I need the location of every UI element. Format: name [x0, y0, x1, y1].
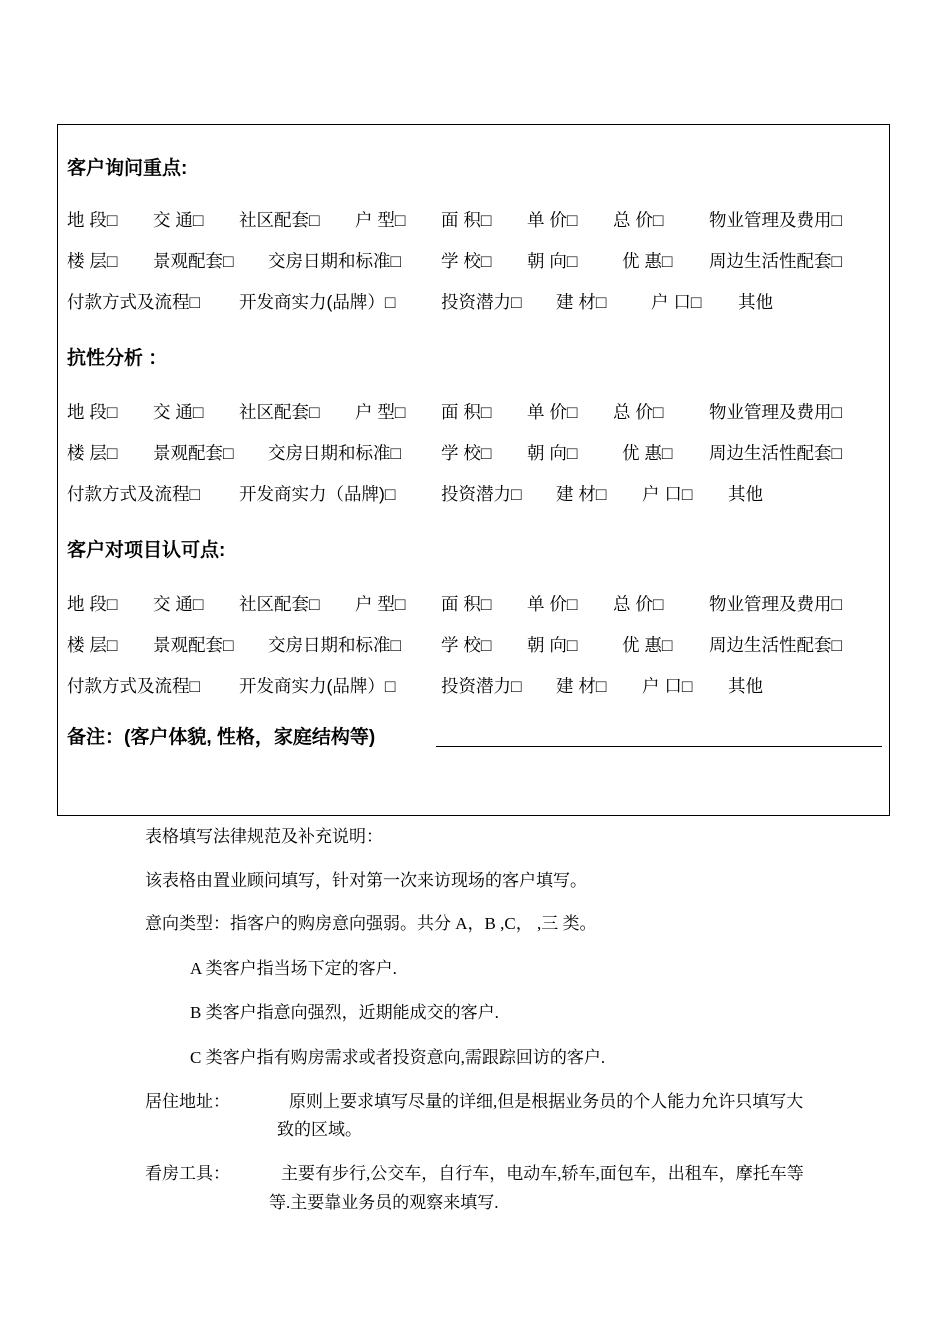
option-item[interactable]: 开发商实力(品牌）□	[239, 292, 396, 312]
type-c-note: C 类客户指有购房需求或者投资意向,需跟踪回访的客户.	[190, 1048, 606, 1067]
option-item[interactable]: 其他	[728, 484, 763, 504]
option-item[interactable]: 其他	[728, 676, 763, 696]
option-item[interactable]: 景观配套□	[153, 251, 234, 271]
option-item[interactable]: 景观配套□	[153, 443, 234, 463]
option-item[interactable]: 交房日期和标准□	[268, 635, 402, 655]
remark-input-line[interactable]	[436, 746, 882, 747]
option-item[interactable]: 优 惠□	[622, 443, 673, 463]
option-item[interactable]: 交 通□	[153, 402, 204, 422]
option-item[interactable]: 地 段□	[67, 402, 118, 422]
option-item[interactable]: 物业管理及费用□	[709, 402, 843, 422]
option-item[interactable]: 户 型□	[355, 210, 406, 230]
transport-text-line1: 主要有步行,公交车，自行车，电动车,轿车,面包车，出租车，摩托车等	[281, 1164, 804, 1183]
option-item[interactable]: 楼 层□	[67, 635, 118, 655]
option-item[interactable]: 社区配套□	[239, 594, 320, 614]
option-item[interactable]: 物业管理及费用□	[709, 594, 843, 614]
option-item[interactable]: 付款方式及流程□	[67, 484, 201, 504]
option-item[interactable]: 户 口□	[642, 484, 693, 504]
option-item[interactable]: 开发商实力(品牌）□	[239, 676, 396, 696]
option-item[interactable]: 物业管理及费用□	[709, 210, 843, 230]
option-item[interactable]: 交 通□	[153, 210, 204, 230]
instructions-title: 表格填写法律规范及补充说明：	[145, 827, 383, 846]
option-item[interactable]: 交房日期和标准□	[268, 443, 402, 463]
type-a-note: A 类客户指当场下定的客户.	[190, 959, 397, 978]
option-item[interactable]: 投资潜力□	[441, 676, 522, 696]
option-item[interactable]: 地 段□	[67, 594, 118, 614]
option-item[interactable]: 朝 向□	[527, 251, 578, 271]
transport-text-line2: 等.主要靠业务员的观察来填写.	[269, 1193, 499, 1212]
option-item[interactable]: 学 校□	[441, 251, 492, 271]
option-item[interactable]: 单 价□	[527, 210, 578, 230]
option-item[interactable]: 其他	[738, 292, 773, 312]
option-item[interactable]: 面 积□	[441, 402, 492, 422]
option-item[interactable]: 景观配套□	[153, 635, 234, 655]
section-title-resistance-analysis: 抗性分析 ：	[67, 348, 168, 369]
section-title-inquiry-focus: 客户询问重点:	[67, 158, 188, 179]
option-item[interactable]: 优 惠□	[622, 635, 673, 655]
option-item[interactable]: 户 口□	[651, 292, 702, 312]
option-item[interactable]: 户 型□	[355, 402, 406, 422]
option-item[interactable]: 投资潜力□	[441, 484, 522, 504]
option-item[interactable]: 周边生活性配套□	[709, 443, 843, 463]
customer-inquiry-form	[57, 124, 890, 816]
transport-label: 看房工具：	[145, 1164, 230, 1183]
option-item[interactable]: 建 材□	[556, 292, 607, 312]
option-item[interactable]: 优 惠□	[622, 251, 673, 271]
option-item[interactable]: 建 材□	[556, 484, 607, 504]
option-item[interactable]: 社区配套□	[239, 210, 320, 230]
intent-type-paragraph	[145, 909, 596, 934]
address-text-line1: 原则上要求填写尽量的详细,但是根据业务员的个人能力允许只填写大	[289, 1092, 804, 1111]
option-item[interactable]: 付款方式及流程□	[67, 292, 201, 312]
option-item[interactable]: 开发商实力（品牌)□	[239, 484, 396, 504]
option-item[interactable]: 总 价□	[613, 594, 664, 614]
option-item[interactable]: 朝 向□	[527, 635, 578, 655]
option-item[interactable]: 面 积□	[441, 210, 492, 230]
option-item[interactable]: 周边生活性配套□	[709, 635, 843, 655]
option-item[interactable]: 交 通□	[153, 594, 204, 614]
instructions-intro: 该表格由置业顾问填写，针对第一次来访现场的客户填写。	[145, 871, 587, 890]
remark-label: 备注：(客户体貌, 性格，家庭结构等)	[67, 727, 376, 748]
option-item[interactable]: 建 材□	[556, 676, 607, 696]
option-item[interactable]: 交房日期和标准□	[268, 251, 402, 271]
option-item[interactable]: 周边生活性配套□	[709, 251, 843, 271]
option-item[interactable]: 户 口□	[642, 676, 693, 696]
option-item[interactable]: 地 段□	[67, 210, 118, 230]
address-label: 居住地址：	[145, 1092, 230, 1111]
option-item[interactable]: 总 价□	[613, 210, 664, 230]
option-item[interactable]: 户 型□	[355, 594, 406, 614]
option-item[interactable]: 付款方式及流程□	[67, 676, 201, 696]
option-item[interactable]: 楼 层□	[67, 251, 118, 271]
intent-type-text: ：指客户的购房意向强弱。共分 A，B ,C， ,三 类。	[213, 914, 597, 933]
option-item[interactable]: 面 积□	[441, 594, 492, 614]
type-b-note: B 类客户指意向强烈，近期能成交的客户.	[190, 1003, 499, 1022]
address-text-line2: 致的区域。	[277, 1120, 362, 1139]
option-item[interactable]: 学 校□	[441, 635, 492, 655]
option-item[interactable]: 单 价□	[527, 594, 578, 614]
option-item[interactable]: 总 价□	[613, 402, 664, 422]
option-item[interactable]: 楼 层□	[67, 443, 118, 463]
option-item[interactable]: 社区配套□	[239, 402, 320, 422]
option-item[interactable]: 朝 向□	[527, 443, 578, 463]
section-title-approval-points: 客户对项目认可点:	[67, 540, 226, 561]
option-item[interactable]: 单 价□	[527, 402, 578, 422]
option-item[interactable]: 投资潜力□	[441, 292, 522, 312]
option-item[interactable]: 学 校□	[441, 443, 492, 463]
intent-type-label: 意向类型	[145, 914, 213, 933]
